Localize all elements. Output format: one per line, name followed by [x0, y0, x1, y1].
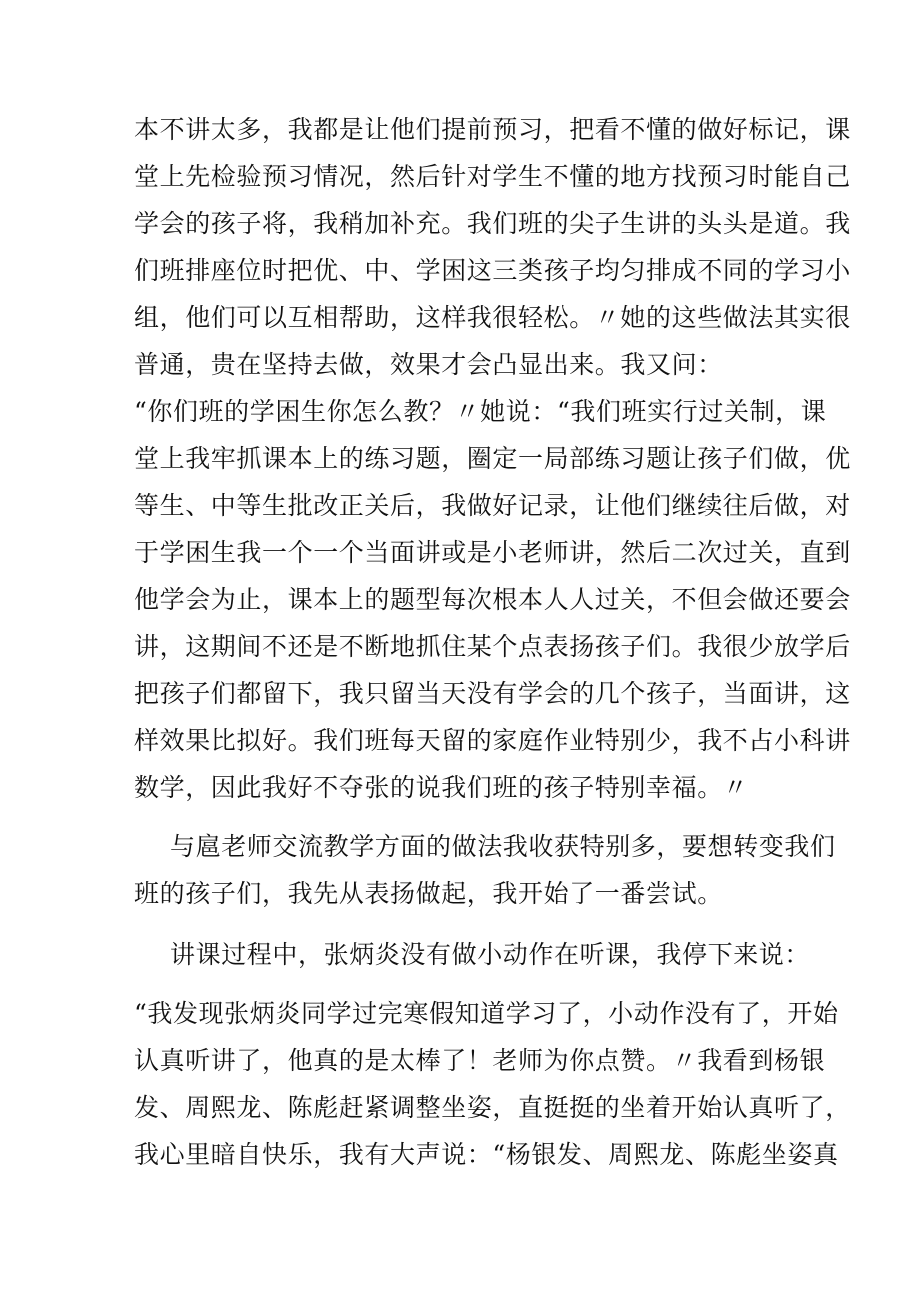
- text-line: “你们班的学困生你怎么教？〃她说：“我们班实行过关制，课: [134, 397, 827, 426]
- text-line: “我发现张炳炎同学过完寒假知道学习了，小动作没有了，开始: [134, 999, 839, 1028]
- text-line: 与扈老师交流教学方面的做法我收获特别多，要想转变我们: [170, 832, 836, 861]
- body-text: [134, 106, 851, 1178]
- text-line: 学会的孩子将，我稍加补充。我们班的尖子生讲的头头是道。我: [134, 209, 851, 238]
- text-line: 们班排座位时把优、中、学困这三类孩子均匀排成不同的学习小: [134, 256, 851, 285]
- paragraph-gap: [134, 917, 794, 931]
- paragraph-gap: [134, 978, 794, 990]
- text-line: 堂上我牢抓课本上的练习题，圈定一局部练习题让孩子们做，优: [134, 444, 851, 473]
- text-line: 我心里暗自快乐，我有大声说：“杨银发、周熙龙、陈彪坐姿真: [134, 1140, 839, 1169]
- text-line: 讲，这期间不还是不断地抓住某个点表扬孩子们。我很少放学后: [134, 632, 851, 661]
- text-line: 普通，贵在坚持去做，效果才会凸显出来。我又问：: [134, 350, 723, 379]
- text-line: 本不讲太多，我都是让他们提前预习，把看不懂的做好标记，课: [134, 115, 851, 144]
- text-line: 堂上先检验预习情况，然后针对学生不懂的地方找预习时能自己: [134, 162, 851, 191]
- text-line: 认真听讲了，他真的是太棒了！老师为你点赞。〃我看到杨银: [134, 1046, 826, 1075]
- text-line: 于学困生我一个一个当面讲或是小老师讲，然后二次过关，直到: [134, 538, 851, 567]
- text-line: 样效果比拟好。我们班每天留的家庭作业特别少，我不占小科讲: [134, 726, 851, 755]
- text-line: 把孩子们都留下，我只留当天没有学会的几个孩子，当面讲，这: [134, 679, 851, 708]
- text-line: 等生、中等生批改正关后，我做好记录，让他们继续往后做，对: [134, 491, 851, 520]
- text-line: 班的孩子们，我先从表扬做起，我开始了一番尝试。: [134, 879, 723, 908]
- text-line: 他学会为止，课本上的题型每次根本人人过关，不但会做还要会: [134, 585, 851, 614]
- text-line: 发、周熙龙、陈彪赶紧调整坐姿，直挺挺的坐着开始认真听了，: [134, 1093, 851, 1122]
- text-line: 数学，因此我好不夺张的说我们班的孩子特别幸福。〃: [134, 773, 749, 802]
- paragraph-gap: [134, 811, 794, 823]
- text-line: 讲课过程中，张炳炎没有做小动作在听课，我停下来说：: [170, 940, 811, 969]
- text-line: 组，他们可以互相帮助，这样我很轻松。〃她的这些做法其实很: [134, 303, 851, 332]
